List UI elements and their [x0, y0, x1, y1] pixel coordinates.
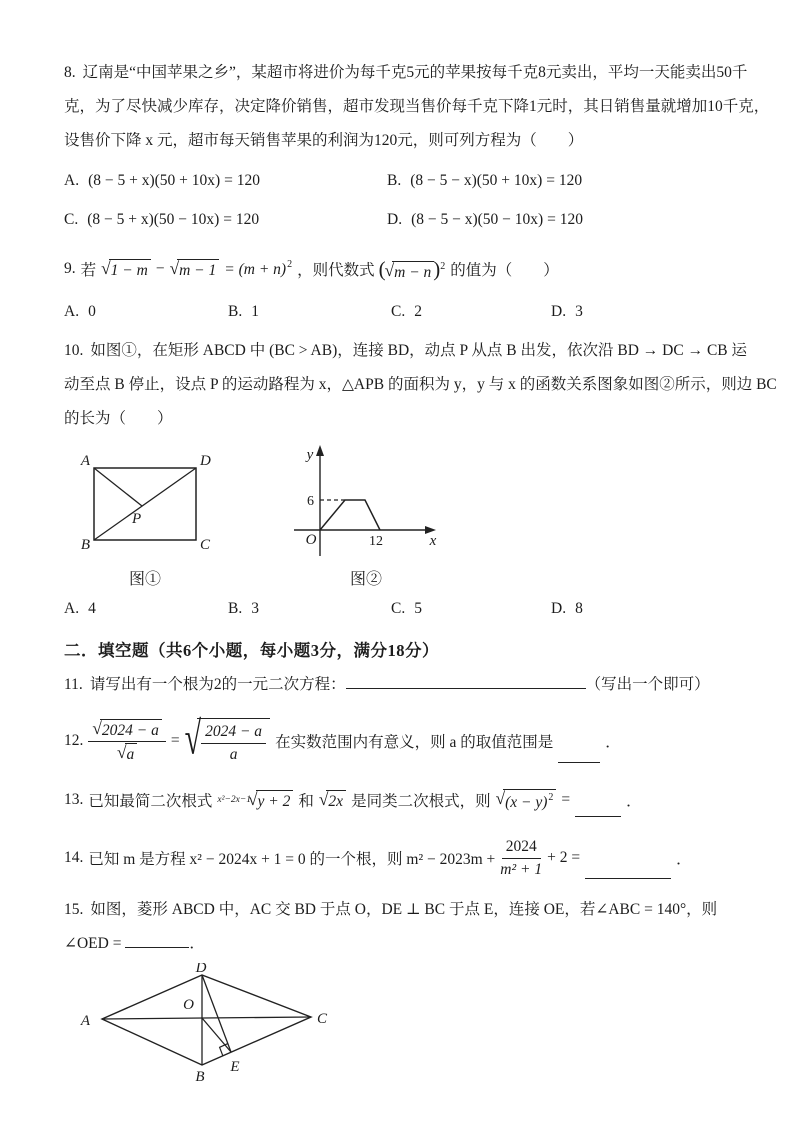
right-paren: ) — [433, 256, 441, 281]
q9-sup-2: 2 — [440, 260, 446, 272]
q8-text-line1: 辽南是“中国苹果之乡”，某超市将进价为每千克5元的苹果按每千克8元卖出，平均一天能卖出50千 — [82, 64, 748, 81]
vertex-label-a: A — [80, 1013, 90, 1029]
q13-number: 13. — [64, 791, 84, 808]
q14-number: 14. — [64, 849, 84, 866]
q12-den-radicand: a — [125, 743, 138, 764]
q8-option-c — [64, 206, 387, 234]
q9-minus: − — [155, 260, 165, 277]
q9-options — [64, 298, 734, 326]
q10-text-line2: 动至点 B 停止，设点 P 的运动路程为 x，△APB 的面积为 y，y 与 x 的函数关系图象如图②所示，则边 BC — [64, 376, 777, 393]
q13-sqrt-1 — [248, 790, 293, 811]
q8-option-d — [387, 206, 734, 234]
radical-sign: √ — [318, 789, 329, 809]
q13-sup: 2 — [548, 791, 554, 803]
vertex-label-d: D — [200, 453, 211, 469]
q12-inner-fraction — [201, 722, 266, 764]
q8-number: 8. — [64, 64, 76, 81]
q14-text2: + 2 = — [547, 849, 581, 866]
q9-sqrt-2 — [170, 259, 220, 280]
q8-option-c-formula: (8 − 5 + x)(50 − 10x) = 120 — [87, 211, 260, 228]
q13-sqrt-3 — [496, 789, 557, 812]
diagonal-ac — [102, 1017, 311, 1019]
q12-sqrt-den — [117, 743, 137, 764]
q13-radicand-1: y + 2 — [256, 790, 294, 811]
q12-fraction-numerator — [88, 719, 166, 742]
q13-answer-blank — [575, 803, 621, 817]
q10-option-b-value: 3 — [251, 600, 259, 617]
figure-2 — [286, 444, 446, 589]
q9-option-b-label: B. — [228, 303, 243, 320]
q12-inner-num: 2024 − a — [201, 722, 266, 743]
q8-option-c-label: C. — [64, 211, 79, 228]
question-8 — [64, 56, 770, 234]
question-10 — [64, 334, 777, 623]
radical-sign: √ — [384, 260, 395, 280]
q14-answer-blank — [585, 865, 671, 879]
tick-label-12: 12 — [369, 534, 383, 549]
q15-period: ． — [189, 935, 205, 952]
rhombus-diagram — [68, 963, 398, 1089]
q15-answer-blank — [125, 934, 189, 948]
q9-sup-1: 2 — [287, 259, 293, 270]
q9-option-d-label: D. — [551, 303, 567, 320]
q9-option-a-label: A. — [64, 303, 80, 320]
vertex-label-c: C — [317, 1011, 328, 1027]
figure-1 — [70, 450, 220, 589]
q13-radicand-2: 2x — [326, 790, 346, 811]
q10-figures — [70, 444, 734, 589]
q11-text: 请写出有一个根为2的一元二次方程： — [89, 676, 346, 693]
q9-option-a — [64, 298, 228, 326]
q10-option-d — [551, 595, 734, 623]
q13-text2: 和 — [298, 793, 314, 810]
q14-frac-num: 2024 — [502, 837, 541, 858]
figure-2-caption: 图② — [349, 571, 382, 588]
origin-label: O — [305, 532, 317, 548]
q9-text2: ，则代数式 — [297, 262, 375, 279]
q10-options — [64, 595, 734, 623]
q11-number: 11. — [64, 676, 83, 693]
q10-number: 10. — [64, 342, 84, 359]
q10-text-line3: 的长为（ ） — [64, 410, 173, 427]
y-axis-arrow — [316, 445, 324, 456]
q11-suffix: （写出一个即可） — [585, 676, 710, 693]
diagonal-bd — [94, 468, 196, 540]
q10-option-c-value: 5 — [414, 600, 422, 617]
q10-option-c — [391, 595, 551, 623]
q8-option-a-formula: (8 − 5 + x)(50 + 10x) = 120 — [88, 172, 260, 189]
segment-de — [202, 975, 231, 1052]
q8-option-b-label: B. — [387, 172, 402, 189]
rectangle-diagram — [70, 450, 220, 562]
segment-ap — [94, 468, 142, 506]
q8-option-a-label: A. — [64, 172, 80, 189]
radical-sign: √ — [169, 258, 180, 278]
radical-sign: √ — [495, 788, 506, 808]
radical-sign: √ — [116, 742, 127, 762]
vertex-label-d: D — [195, 963, 207, 976]
q13-equals: = — [561, 791, 571, 808]
tick-label-6: 6 — [307, 494, 314, 509]
section-2-header: 二．填空题（共6个小题，每小题3分，满分18分） — [64, 641, 439, 660]
q13-text1: 已知最简二次根式 — [88, 793, 213, 810]
q11-answer-blank — [346, 675, 586, 689]
q13-radical-index: x²−2x−1 — [217, 795, 251, 805]
figure-1-caption: 图① — [128, 571, 161, 588]
q13-radicand-3 — [503, 789, 556, 812]
q9-sqrt-3 — [385, 261, 435, 282]
q14-text1: 已知 m 是方程 x² − 2024x + 1 = 0 的一个根，则 m² − 2023m + — [88, 851, 496, 868]
q10-option-c-label: C. — [391, 600, 406, 617]
q9-radicand-1: 1 − m — [109, 259, 151, 280]
q9-stem — [64, 246, 734, 292]
q10-option-a — [64, 595, 228, 623]
q12-inner-den: a — [229, 745, 238, 763]
q12-fraction — [88, 719, 166, 764]
q8-text-line2: 克，为了尽快减少库存，决定降价销售，超市发现当售价每千克下降1元时，其日销售量就增加10千克， — [64, 98, 770, 115]
figure-3 — [68, 963, 734, 1094]
q14-period: ． — [676, 851, 692, 868]
q13-sqrt-2 — [319, 790, 346, 811]
q8-option-d-label: D. — [387, 211, 403, 228]
q9-paren-sqrt — [380, 257, 446, 282]
q12-sqrt-num — [92, 719, 162, 740]
segment-oe — [202, 1018, 231, 1052]
question-11 — [64, 669, 734, 701]
q10-option-d-label: D. — [551, 600, 567, 617]
radical-sign: √ — [101, 258, 111, 278]
q8-option-d-formula: (8 − 5 − x)(50 − 10x) = 120 — [411, 211, 583, 228]
axis-label-y: y — [306, 447, 314, 463]
radical-sign: √ — [248, 789, 258, 809]
q9-option-d — [551, 298, 734, 326]
q12-equals: = — [170, 732, 180, 749]
q8-option-a — [64, 167, 387, 195]
question-12 — [64, 713, 734, 769]
q10-option-b-label: B. — [228, 600, 243, 617]
q9-text3: 的值为（ ） — [450, 262, 559, 279]
q15-number: 15. — [64, 901, 84, 918]
question-15 — [64, 893, 734, 961]
q8-option-b — [387, 167, 734, 195]
point-label-p: P — [132, 511, 142, 527]
q13-xy-expr: (x − y) — [505, 793, 548, 811]
vertex-label-b: B — [195, 1069, 205, 1085]
q12-fraction-denominator — [117, 742, 137, 764]
q13-period: ． — [626, 793, 642, 810]
q10-option-a-value: 4 — [88, 600, 96, 617]
vertex-label-a: A — [80, 453, 90, 469]
q9-option-b — [228, 298, 391, 326]
axis-label-x: x — [429, 533, 437, 549]
q8-options — [64, 167, 734, 234]
q9-option-c — [391, 298, 551, 326]
q12-big-radicand — [197, 718, 270, 764]
q12-text: 在实数范围内有意义，则 a 的取值范围是 — [275, 734, 554, 751]
q10-text-line1: 如图①，在矩形 ABCD 中 (BC > AB)，连接 BD，动点 P 从点 B 出发，依次沿 BD → DC → CB 运 — [90, 342, 748, 359]
q14-fraction — [500, 837, 542, 879]
point-label-e: E — [230, 1059, 240, 1075]
q9-radicand-2: m − 1 — [177, 259, 219, 280]
q14-frac-den: m² + 1 — [500, 860, 543, 878]
radical-sign: √ — [92, 718, 102, 738]
q9-option-d-value: 3 — [575, 303, 583, 320]
radical-sign: √ — [184, 713, 202, 765]
q9-radicand-3: m − n — [392, 261, 434, 282]
q12-period: ． — [605, 734, 621, 751]
q10-option-b — [228, 595, 391, 623]
vertex-label-c: C — [200, 537, 211, 553]
q9-mn-squared: = (m + n) — [224, 261, 287, 278]
q9-sqrt-1 — [101, 259, 151, 280]
q9-option-a-value: 0 — [88, 303, 96, 320]
q8-option-b-formula: (8 − 5 − x)(50 + 10x) = 120 — [410, 172, 583, 189]
left-paren: ( — [378, 256, 386, 281]
q13-text3: 是同类二次根式，则 — [351, 793, 491, 810]
q15-text-line1: 如图，菱形 ABCD 中，AC 交 BD 于点 O，DE ⊥ BC 于点 E，连接 OE，若∠ABC = 140°，则 — [90, 901, 718, 918]
question-9 — [64, 246, 734, 326]
q10-option-a-label: A. — [64, 600, 80, 617]
q10-option-d-value: 8 — [575, 600, 583, 617]
q12-num-radicand: 2024 − a — [100, 719, 162, 740]
q9-number: 9. — [64, 260, 76, 277]
vertex-label-b: B — [80, 537, 90, 553]
q9-text1: 若 — [80, 262, 97, 279]
q12-number: 12. — [64, 732, 84, 749]
question-13 — [64, 777, 734, 823]
q9-option-c-value: 2 — [414, 303, 422, 320]
point-label-o: O — [183, 997, 194, 1013]
q15-text-line2: ∠OED = — [64, 935, 122, 952]
q9-option-b-value: 1 — [251, 303, 259, 320]
q9-option-c-label: C. — [391, 303, 406, 320]
q9-equals-expr — [224, 259, 292, 279]
function-graph — [286, 444, 446, 562]
q12-big-sqrt — [184, 713, 270, 765]
q12-answer-blank — [558, 749, 600, 763]
graph-curve — [320, 500, 380, 530]
question-14 — [64, 831, 734, 885]
q8-text-line3: 设售价下降 x 元，超市每天销售苹果的利润为120元，则可列方程为（ ） — [64, 132, 584, 149]
